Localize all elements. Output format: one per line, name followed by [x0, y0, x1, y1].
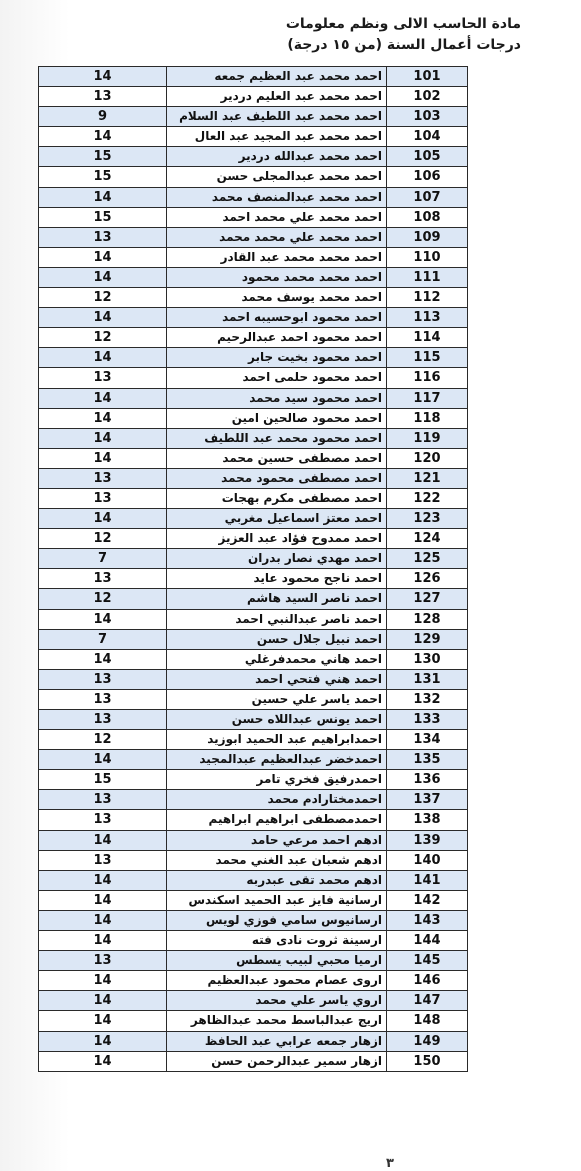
- table-row: [39, 851, 467, 871]
- seat-number-cell: 125: [413, 551, 441, 567]
- student-name-cell: احمد محمود محمد عبد اللطيف: [167, 429, 387, 448]
- student-name-cell: احمد مصطفى مكرم بهجات: [167, 489, 387, 508]
- student-name-cell: احمدخضر عبدالعظيم عبدالمجيد: [167, 750, 387, 769]
- page-number: ٣: [386, 1156, 394, 1171]
- student-name-cell: احمد محمد محمد عبد القادر: [167, 248, 387, 267]
- table-row: [39, 569, 467, 589]
- seat-number-cell: 102: [413, 89, 441, 105]
- grade-cell: 14: [39, 650, 167, 669]
- grade-cell: 7: [39, 630, 167, 649]
- table-row: [39, 1032, 467, 1052]
- grade-cell: 13: [39, 670, 167, 689]
- student-name-cell: احمد محمد عبدالله دردير: [167, 147, 387, 166]
- student-name-cell: احمد محمود احمد عبدالرحيم: [167, 328, 387, 347]
- student-name-cell: احمد هاني محمدفرغلي: [167, 650, 387, 669]
- student-name-cell: ارسانيوس سامي فوزي لويس: [167, 911, 387, 930]
- table-row: [39, 1011, 467, 1031]
- table-row: [39, 389, 467, 409]
- table-row: [39, 489, 467, 509]
- seat-number-cell: 117: [413, 390, 441, 406]
- grade-cell: 13: [39, 469, 167, 488]
- table-row: [39, 891, 467, 911]
- table-row: [39, 248, 467, 268]
- seat-number-cell: 137: [413, 792, 441, 808]
- seat-number-cell: 120: [413, 450, 441, 466]
- seat-number-cell: 130: [413, 651, 441, 667]
- table-row: [39, 670, 467, 690]
- student-name-cell: اروي ياسر علي محمد: [167, 991, 387, 1010]
- table-row: [39, 409, 467, 429]
- grades-table: [38, 66, 468, 1072]
- table-row: [39, 810, 467, 830]
- table-row: [39, 871, 467, 891]
- table-row: [39, 831, 467, 851]
- table-row: [39, 208, 467, 228]
- student-name-cell: احمد معتز اسماعيل مغربي: [167, 509, 387, 528]
- table-row: [39, 690, 467, 710]
- seat-number-cell: 122: [413, 490, 441, 506]
- grade-cell: 15: [39, 147, 167, 166]
- grades-subtitle: درجات أعمال السنة (من ١٥ درجة): [287, 37, 521, 53]
- student-name-cell: ارميا محبي لبيب يسطس: [167, 951, 387, 970]
- table-row: [39, 509, 467, 529]
- grade-cell: 14: [39, 871, 167, 890]
- student-name-cell: ادهم احمد مرعي حامد: [167, 831, 387, 850]
- grade-cell: 14: [39, 67, 167, 86]
- grade-cell: 15: [39, 770, 167, 789]
- table-row: [39, 750, 467, 770]
- student-name-cell: احمد محمود سيد محمد: [167, 389, 387, 408]
- table-row: [39, 67, 467, 87]
- table-row: [39, 167, 467, 187]
- seat-number-cell: 145: [413, 953, 441, 969]
- grade-cell: 13: [39, 368, 167, 387]
- seat-number-cell: 135: [413, 752, 441, 768]
- grade-cell: 14: [39, 1052, 167, 1071]
- table-row: [39, 308, 467, 328]
- student-name-cell: ادهم شعبان عبد الغني محمد: [167, 851, 387, 870]
- seat-number-cell: 107: [413, 189, 441, 205]
- seat-number-cell: 123: [413, 511, 441, 527]
- student-name-cell: احمد مصطفى محمود محمد: [167, 469, 387, 488]
- table-row: [39, 348, 467, 368]
- student-name-cell: ارسانية فايز عبد الحميد اسكندس: [167, 891, 387, 910]
- student-name-cell: احمد مهدي نصار بدران: [167, 549, 387, 568]
- seat-number-cell: 109: [413, 229, 441, 245]
- grade-cell: 14: [39, 409, 167, 428]
- student-name-cell: احمد ياسر علي حسين: [167, 690, 387, 709]
- seat-number-cell: 124: [413, 531, 441, 547]
- table-row: [39, 107, 467, 127]
- seat-number-cell: 136: [413, 772, 441, 788]
- table-row: [39, 710, 467, 730]
- grade-cell: 14: [39, 188, 167, 207]
- student-name-cell: احمد محمد يوسف محمد: [167, 288, 387, 307]
- table-row: [39, 610, 467, 630]
- student-name-cell: ارسينة ثروت نادى فته: [167, 931, 387, 950]
- grade-cell: 14: [39, 971, 167, 990]
- grade-cell: 14: [39, 891, 167, 910]
- table-row: [39, 529, 467, 549]
- student-name-cell: ازهار جمعه عرابي عبد الحافظ: [167, 1032, 387, 1051]
- grade-cell: 13: [39, 569, 167, 588]
- seat-number-cell: 139: [413, 832, 441, 848]
- table-row: [39, 730, 467, 750]
- seat-number-cell: 101: [413, 69, 441, 84]
- grade-cell: 13: [39, 87, 167, 106]
- seat-number-cell: 133: [413, 712, 441, 727]
- table-row: [39, 368, 467, 388]
- grade-cell: 14: [39, 991, 167, 1010]
- student-name-cell: احمد محمد عبد العظيم جمعه: [167, 67, 387, 86]
- grade-cell: 14: [39, 1011, 167, 1030]
- table-row: [39, 469, 467, 489]
- grade-cell: 14: [39, 1032, 167, 1051]
- student-name-cell: احمد محمد عبدالمنصف محمد: [167, 188, 387, 207]
- subject-title: مادة الحاسب الالى ونظم معلومات: [285, 16, 521, 32]
- grade-cell: 14: [39, 127, 167, 146]
- seat-number-cell: 149: [413, 1033, 441, 1049]
- seat-number-cell: 118: [413, 410, 441, 426]
- student-name-cell: احمد ممدوح فؤاد عبد العزيز: [167, 529, 387, 548]
- seat-number-cell: 115: [413, 350, 441, 366]
- seat-number-cell: 144: [413, 933, 441, 949]
- grade-cell: 15: [39, 167, 167, 186]
- table-row: [39, 971, 467, 991]
- seat-number-cell: 110: [413, 249, 441, 265]
- table-row: [39, 147, 467, 167]
- grade-cell: 13: [39, 851, 167, 870]
- grade-cell: 14: [39, 509, 167, 528]
- table-row: [39, 770, 467, 790]
- student-name-cell: احمد محمود حلمى احمد: [167, 368, 387, 387]
- seat-number-cell: 140: [413, 852, 441, 868]
- grade-cell: 12: [39, 529, 167, 548]
- grade-cell: 13: [39, 710, 167, 729]
- grade-cell: 14: [39, 931, 167, 950]
- seat-number-cell: 103: [413, 109, 441, 125]
- student-name-cell: احمدرفيق فخري تامر: [167, 770, 387, 789]
- grade-cell: 12: [39, 328, 167, 347]
- grade-cell: 14: [39, 449, 167, 468]
- seat-number-cell: 132: [413, 691, 441, 707]
- student-name-cell: احمدمختارادم محمد: [167, 790, 387, 809]
- grade-cell: 13: [39, 951, 167, 970]
- student-name-cell: احمد محمود صالحين امين: [167, 409, 387, 428]
- seat-number-cell: 114: [413, 330, 441, 346]
- table-row: [39, 991, 467, 1011]
- seat-number-cell: 119: [413, 430, 441, 446]
- student-name-cell: احمد محمد محمد محمود: [167, 268, 387, 287]
- grade-cell: 7: [39, 549, 167, 568]
- seat-number-cell: 113: [413, 310, 441, 326]
- seat-number-cell: 127: [413, 591, 441, 607]
- grade-cell: 13: [39, 690, 167, 709]
- grade-cell: 14: [39, 911, 167, 930]
- table-row: [39, 87, 467, 107]
- table-row: [39, 951, 467, 971]
- student-name-cell: احمد ناجح محمود عايد: [167, 569, 387, 588]
- grade-cell: 14: [39, 389, 167, 408]
- student-name-cell: ازهار سمير عبدالرحمن حسن: [167, 1052, 387, 1071]
- table-row: [39, 429, 467, 449]
- table-row: [39, 288, 467, 308]
- grade-cell: 13: [39, 790, 167, 809]
- seat-number-cell: 112: [413, 290, 441, 306]
- student-name-cell: اروى عصام محمود عبدالعظيم: [167, 971, 387, 990]
- grade-cell: 12: [39, 288, 167, 307]
- seat-number-cell: 111: [413, 269, 441, 285]
- student-name-cell: احمد مصطفى حسين محمد: [167, 449, 387, 468]
- student-name-cell: احمد ناصر عبدالنبي احمد: [167, 610, 387, 629]
- seat-number-cell: 116: [413, 370, 441, 386]
- student-name-cell: احمد محمد عبد المجيد عبد العال: [167, 127, 387, 146]
- table-row: [39, 127, 467, 147]
- table-row: [39, 549, 467, 569]
- seat-number-cell: 134: [413, 732, 441, 748]
- table-row: [39, 790, 467, 810]
- seat-number-cell: 142: [413, 892, 441, 908]
- table-row: [39, 449, 467, 469]
- seat-number-cell: 150: [413, 1053, 441, 1069]
- document-header: [221, 14, 521, 56]
- student-name-cell: ادهم محمد تقى عبدربه: [167, 871, 387, 890]
- seat-number-cell: 104: [413, 129, 441, 145]
- seat-number-cell: 128: [413, 611, 441, 627]
- grade-cell: 14: [39, 750, 167, 769]
- student-name-cell: احمد هني فتحي احمد: [167, 670, 387, 689]
- table-row: [39, 911, 467, 931]
- grade-cell: 14: [39, 831, 167, 850]
- student-name-cell: احمد نبيل جلال حسن: [167, 630, 387, 649]
- student-name-cell: احمدابراهيم عبد الحميد ابوزيد: [167, 730, 387, 749]
- grade-cell: 12: [39, 730, 167, 749]
- seat-number-cell: 121: [413, 470, 441, 486]
- student-name-cell: احمد محمد علي محمد احمد: [167, 208, 387, 227]
- student-name-cell: احمد محمد عبد اللطيف عبد السلام: [167, 107, 387, 126]
- table-row: [39, 589, 467, 609]
- student-name-cell: احمد محمود بخيت جابر: [167, 348, 387, 367]
- student-name-cell: احمد محمد عبد العليم دردير: [167, 87, 387, 106]
- student-name-cell: احمد يونس عبداللاه حسن: [167, 710, 387, 729]
- grade-cell: 14: [39, 348, 167, 367]
- seat-number-cell: 141: [413, 872, 441, 888]
- grade-cell: 14: [39, 268, 167, 287]
- student-name-cell: احمدمصطفى ابراهيم ابراهيم: [167, 810, 387, 829]
- seat-number-cell: 138: [413, 812, 441, 828]
- seat-number-cell: 126: [413, 571, 441, 587]
- table-row: [39, 188, 467, 208]
- seat-number-cell: 147: [413, 993, 441, 1009]
- seat-number-cell: 105: [413, 149, 441, 165]
- seat-number-cell: 146: [413, 973, 441, 989]
- seat-number-cell: 108: [413, 209, 441, 225]
- seat-number-cell: 131: [413, 671, 441, 687]
- grade-cell: 12: [39, 589, 167, 608]
- seat-number-cell: 129: [413, 631, 441, 647]
- grade-cell: 14: [39, 429, 167, 448]
- table-row: [39, 931, 467, 951]
- grade-cell: 15: [39, 208, 167, 227]
- grade-cell: 9: [39, 107, 167, 126]
- grade-cell: 13: [39, 228, 167, 247]
- student-name-cell: احمد محمد عبدالمجلى حسن: [167, 167, 387, 186]
- grade-cell: 14: [39, 610, 167, 629]
- seat-number-cell: 143: [413, 912, 441, 928]
- student-name-cell: اريج عبدالباسط محمد عبدالظاهر: [167, 1011, 387, 1030]
- seat-number-cell: 148: [413, 1013, 441, 1029]
- grade-cell: 13: [39, 810, 167, 829]
- table-row: [39, 328, 467, 348]
- student-name-cell: احمد محمود ابوحسيبه احمد: [167, 308, 387, 327]
- table-row: [39, 650, 467, 670]
- student-name-cell: احمد محمد علي محمد محمد: [167, 228, 387, 247]
- table-row: [39, 630, 467, 650]
- grade-cell: 14: [39, 248, 167, 267]
- grade-cell: 14: [39, 308, 167, 327]
- table-row: [39, 1052, 467, 1072]
- seat-number-cell: 106: [413, 169, 441, 185]
- table-row: [39, 268, 467, 288]
- grade-cell: 13: [39, 489, 167, 508]
- table-row: [39, 228, 467, 248]
- student-name-cell: احمد ناصر السيد هاشم: [167, 589, 387, 608]
